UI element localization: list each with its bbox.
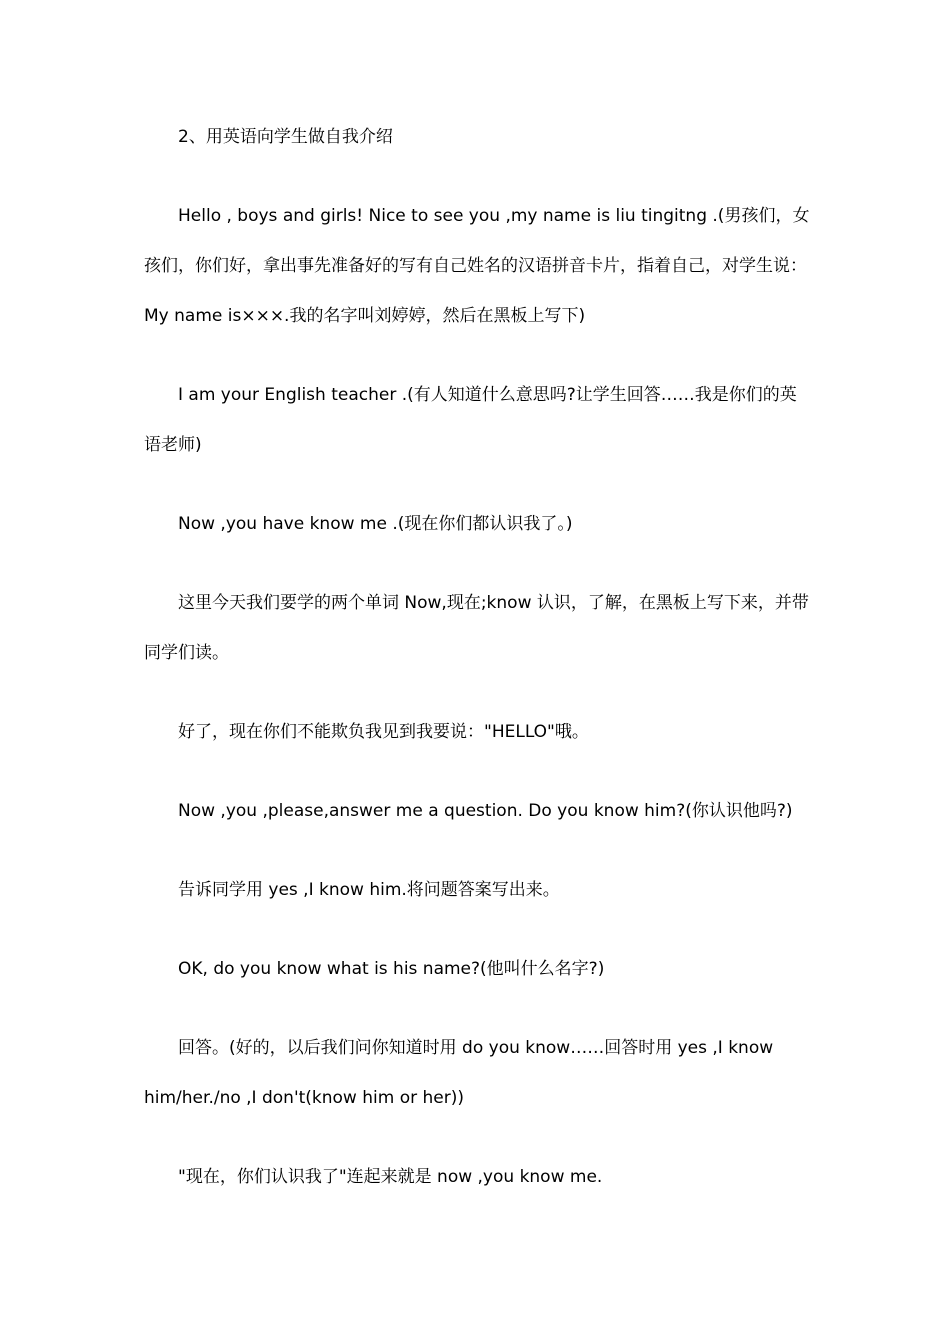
paragraph-question: Now ,you ,please,answer me a question. Do you know him?(你认识他吗?): [178, 801, 793, 821]
paragraph-summary: "现在，你们认识我了"连起来就是 now ,you know me.: [178, 1167, 603, 1187]
paragraph-hello: 好了，现在你们不能欺负我见到我要说："HELLO"哦。: [178, 722, 589, 742]
paragraph-reply: 回答。(好的，以后我们问你知道时用 do you know……回答时用 yes ,I know him/her./no ,I don't(know him or her)): [144, 1038, 774, 1108]
document-body: [144, 112, 812, 1231]
paragraph-vocabulary: 这里今天我们要学的两个单词 Now,现在;know 认识，了解，在黑板上写下来，并带同学们读。: [144, 593, 809, 663]
paragraph-teacher: I am your English teacher .(有人知道什么意思吗?让学生回答……我是你们的英语老师): [144, 385, 797, 455]
paragraph-know-me: Now ,you have know me .(现在你们都认识我了。): [178, 514, 573, 534]
paragraph-answer: 告诉同学用 yes ,I know him.将问题答案写出来。: [178, 880, 560, 900]
paragraph-name-question: OK, do you know what is his name?(他叫什么名字?): [178, 959, 605, 979]
section-heading: 2、用英语向学生做自我介绍: [178, 127, 393, 147]
paragraph-greeting: Hello , boys and girls! Nice to see you ,my name is liu tingitng .(男孩们，女孩们，你们好，拿出事先准备好的写有自己姓名的汉语拼音卡片，指着自己，对学生说：My name is×××.我的名字叫刘婷婷，然后在黑板上写下): [144, 206, 810, 326]
